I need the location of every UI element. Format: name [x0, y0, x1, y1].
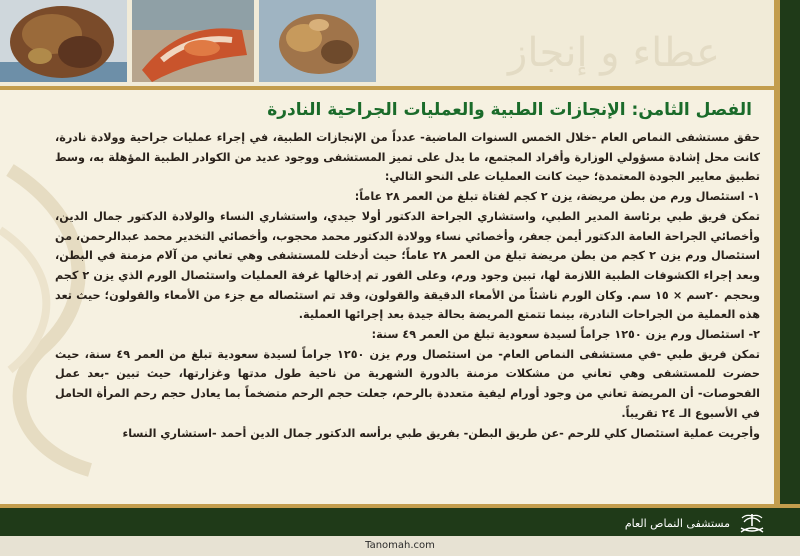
case-2-title: ٢- استئصال ورم يزن ١٢٥٠ جراماً لسيدة سعودية تبلغ من العمر ٤٩ سنة: [371, 328, 760, 342]
tumor-photo-2 [259, 0, 376, 82]
surgery-photo [132, 0, 254, 82]
palm-swords-emblem-icon [738, 512, 766, 534]
hospital-name: مستشفى النماص العام [624, 517, 730, 530]
chapter-heading: الفصل الثامن: الإنجازات الطبية والعمليات الجراحية النادرة [267, 100, 752, 120]
tumor-photo-1 [0, 0, 127, 82]
case-1-title: ١- استئصال ورم من بطن مريضة، يزن ٢ كجم لفتاة تبلغ من العمر ٢٨ عاماً: [354, 190, 760, 204]
case-2-continuation: وأجريت عملية استئصال كلي للرحم -عن طريق البطن- بفريق طبي برأسه الدكتور جمال الدين أحمد -استشاري النساء [122, 426, 760, 440]
watermark-slogan: عطاء و إنجاز [508, 30, 720, 76]
intro-paragraph: حقق مستشفى النماص العام -خلال الخمس السنوات الماضية- عدداً من الإنجازات الطبية، في إجراء عمليات جراحية وولادة نادرة، كانت محل إشادة مسؤولي الوزارة وأفراد المجتمع، ما يدل على تميز المستشفى ووجود عديد من الكوادر الطبية المؤهلة به، وسط تطبيق معايير الجودة المعتمدة؛ حيث كانت العمليات على النحو التالي: [55, 131, 760, 184]
case-2-paragraph: تمكن فريق طبي -في مستشفى النماص العام- من استئصال ورم يزن ١٢٥٠ جراماً لسيدة سعودية تبلغ من العمر ٤٩ سنة، حيث حضرت للمستشفى وهي تعاني من مشكلات مزمنة بالدورة الشهرية من ناحية طول مدتها وغزارتها، حيث تبين -بعد عمل الفحوصات- أن المريضة تعاني من وجود أورام ليفية متعددة بالرحم، جعلت حجم الرحم متضخماً بما يعادل حجم رحم المرأة الحامل في الأسبوع الـ ٢٤ تقريباً. [55, 347, 760, 420]
source-label: Tanomah.com [365, 540, 435, 551]
case-1-paragraph: تمكن فريق طبي برئاسة المدير الطبي، واستشاري الجراحة الدكتور أولا جيدي، واستشاري النساء والولادة الدكتور جمال الدين، وأخصائي الجراحة العامة الدكتور أيمن جعفر، وأخصائي نساء وولادة الدكتور محمد محجوب، وأخصائي التخدير محمد عبدالرحمن، من استئصال ورم يزن ٢ كجم من بطن مريضة تبلغ من العمر ٢٨ عاماً؛ حيث أدخلت للمستشفى وهي تعاني من آلام مزمنة في البطن، وبعد إجراء الكشوفات الطبية اللازمة لها، تبين وجود ورم، وعلى الفور تم إدخالها غرفة العمليات واستئصال الورم الذي يزن ٢ كجم وبحجم ٢٠سم × ١٥ سم. وكان الورم ناشئاً من الأمعاء الدقيقة والقولون، وقد تم استئصاله مع جزء من الأمعاء والقولون؛ حيث تعد هذه العملية من الجراحات النادرة، بينما تتمتع المريضة بحالة جيدة بعد إجرائها العملية. [55, 209, 760, 322]
article-body [55, 128, 760, 443]
side-green-bar [780, 0, 800, 556]
header-divider [0, 86, 774, 90]
